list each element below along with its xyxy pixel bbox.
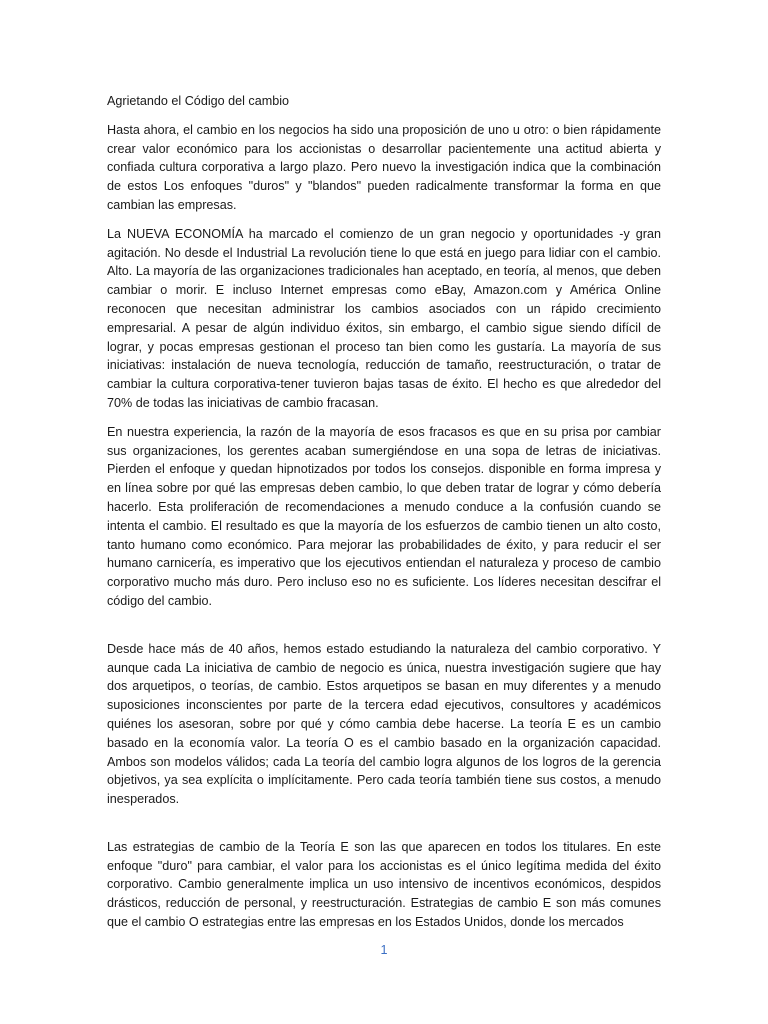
paragraph-5: Las estrategias de cambio de la Teoría E son las que aparecen en todos los titulares. En este enfoque "duro" para cambiar, el valor para los accionistas es el único legítima medida del éxito corporativo. Cambio generalmente implica un uso intensivo de incentivos económicos, despidos drásticos, reducción de personal, y reestructuración. Estrategias de cambio E son más comunes que el cambio O estrategias entre las empresas en los Estados Unidos, donde los mercados — [107, 839, 661, 930]
paragraph-3: En nuestra experiencia, la razón de la mayoría de esos fracasos es que en su prisa por cambiar sus organizaciones, los gerentes acaban sumergiéndose en una sopa de letras de iniciativas. Pierden el enfoque y quedan hipnotizados por todos los consejos. disponible en forma impresa y en línea sobre por qué las empresas deben cambio, lo que deben tratar de lograr y cómo debería hacerlo. Esta proliferación de recomendaciones a menudo conduce a la confusión cuando se intenta el cambio. El resultado es que la mayoría de los esfuerzos de cambio tienen un alto costo, tanto humano como económico. Para mejorar las probabilidades de éxito, y para reducir el ser humano carnicería, es imperativo que los ejecutivos entiendan el naturaleza y proceso de cambio corporativo mucho más duro. Pero incluso eso no es suficiente. Los líderes necesitan descifrar el código del cambio. — [107, 424, 661, 608]
document-title: Agrietando el Código del cambio — [107, 94, 290, 108]
paragraph-4: Desde hace más de 40 años, hemos estado estudiando la naturaleza del cambio corporativo. Y aunque cada La iniciativa de cambio de negocio es única, nuestra investigación sugiere que hay dos arquetipos, o teorías, de cambio. Estos arquetipos se basan en muy diferentes y a menudo suposiciones inconscientes por parte de la tercera edad ejecutivos, consultores y académicos quiénes los asesoran, sobre por qué y cómo cambia debe hacerse. La teoría E es un cambio basado en la economía valor. La teoría O es el cambio basado en la organización capacidad. Ambos son modelos válidos; cada La teoría del cambio logra algunos de los logros de la gerencia objetivos, ya sea explícita o implícitamente. Pero cada teoría también tiene sus costos, a menudo inesperados. — [107, 641, 661, 807]
page-number: 1 — [380, 943, 388, 957]
paragraph-2: La NUEVA ECONOMÍA ha marcado el comienzo de un gran negocio y oportunidades -y gran agitación. No desde el Industrial La revolución tiene lo que está en juego para lidiar con el cambio. Alto. La mayoría de las organizaciones tradicionales han aceptado, en teoría, al menos, que deben cambiar o morir. E incluso Internet empresas como eBay, Amazon.com y América Online reconocen que necesitan administrar los cambios asociados con un rápido crecimiento empresarial. A pesar de algún individuo éxitos, sin embargo, el cambio sigue siendo difícil de lograr, y pocas empresas gestionan el proceso tan bien como les gustaría. La mayoría de sus iniciativas: instalación de nueva tecnología, reducción de tamaño, reestructuración, o tratar de cambiar la cultura corporativa-tener tuvieron bajas tasas de éxito. El hecho es que alrededor del 70% de todas las iniciativas de cambio fracasan. — [107, 226, 661, 410]
blank-line — [107, 621, 661, 640]
paragraph-1: Hasta ahora, el cambio en los negocios ha sido una proposición de uno u otro: o bien rápidamente crear valor económico para los accionistas o desarrollar pacientemente una actitud abierta y confiada cultura corporativa a largo plazo. Pero nuevo la investigación indica que la combinación de estos Los enfoques "duros" y "blandos" pueden radicalmente transformar la forma en que cambian las empresas. — [107, 122, 661, 212]
document-body — [107, 92, 661, 942]
blank-line — [107, 819, 661, 838]
